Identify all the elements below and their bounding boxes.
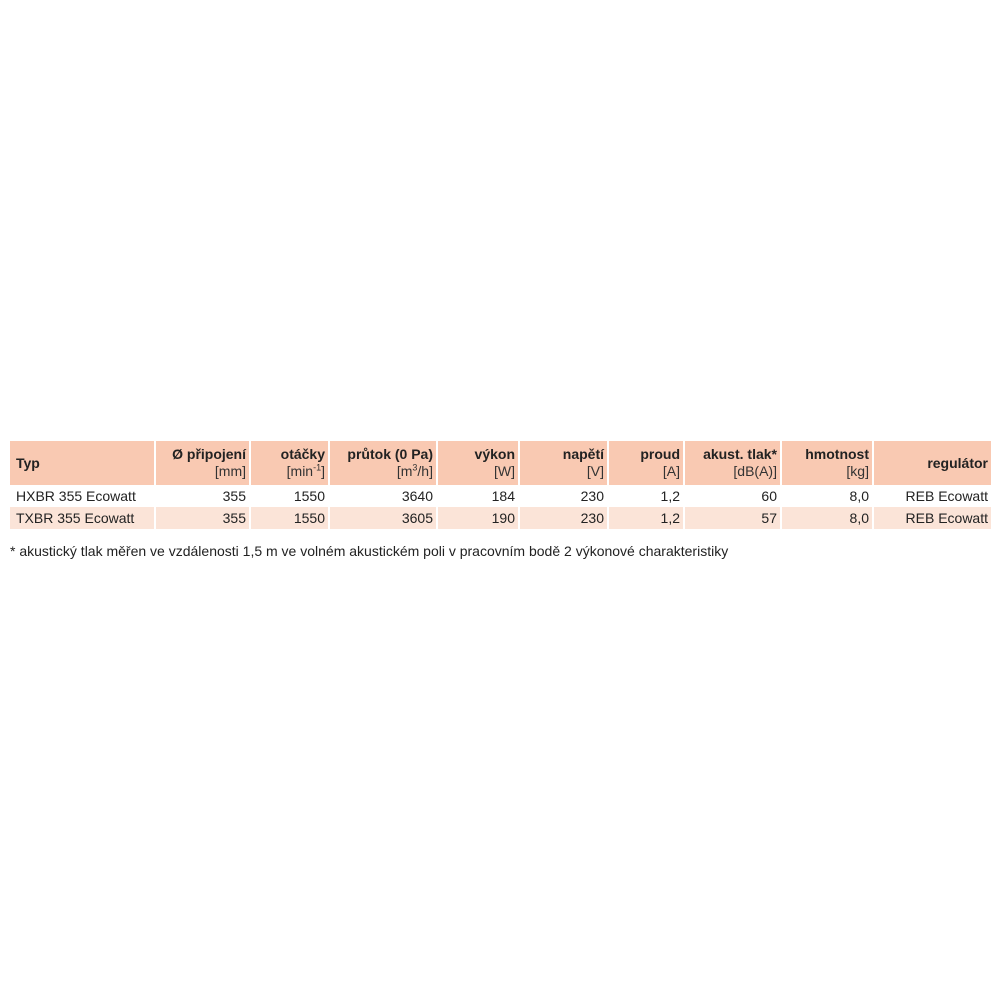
header-napeti: napětí [V]	[520, 441, 609, 485]
table-header-row	[10, 441, 991, 485]
header-typ: Typ	[10, 441, 156, 485]
cell-otacky: 1550	[251, 507, 330, 529]
cell-pripojeni: 355	[156, 507, 251, 529]
cell-proud: 1,2	[609, 485, 685, 507]
header-pripojeni: Ø připojení [mm]	[156, 441, 251, 485]
header-proud: proud [A]	[609, 441, 685, 485]
cell-hmotnost: 8,0	[782, 485, 874, 507]
cell-prutok: 3640	[330, 485, 438, 507]
cell-napeti: 230	[520, 507, 609, 529]
cell-typ: HXBR 355 Ecowatt	[10, 485, 156, 507]
header-akusticky-tlak: akust. tlak* [dB(A)]	[685, 441, 782, 485]
table-row	[10, 485, 991, 507]
table-row	[10, 507, 991, 529]
cell-typ: TXBR 355 Ecowatt	[10, 507, 156, 529]
cell-akusticky-tlak: 60	[685, 485, 782, 507]
cell-akusticky-tlak: 57	[685, 507, 782, 529]
cell-prutok: 3605	[330, 507, 438, 529]
cell-proud: 1,2	[609, 507, 685, 529]
header-otacky: otáčky $[\min^{-1}]$	[251, 441, 330, 485]
header-hmotnost: hmotnost [kg]	[782, 441, 874, 485]
header-vykon: výkon [W]	[438, 441, 520, 485]
cell-vykon: 184	[438, 485, 520, 507]
cell-hmotnost: 8,0	[782, 507, 874, 529]
header-regulator: regulátor	[874, 441, 991, 485]
cell-vykon: 190	[438, 507, 520, 529]
cell-regulator: REB Ecowatt	[874, 507, 991, 529]
header-prutok-unit: $[m^3/h]$	[396, 462, 433, 479]
footnote: * akustický tlak měřen ve vzdálenosti 1,5 m ve volném akustickém poli v pracovním bodě 2 výkonové charakteristiky	[10, 543, 729, 559]
header-otacky-unit: $[\min^{-1}]$	[286, 462, 325, 479]
cell-regulator: REB Ecowatt	[874, 485, 991, 507]
cell-pripojeni: 355	[156, 485, 251, 507]
spec-table	[10, 441, 991, 529]
cell-otacky: 1550	[251, 485, 330, 507]
cell-napeti: 230	[520, 485, 609, 507]
header-prutok: průtok (0 Pa) $[m^3/h]$	[330, 441, 438, 485]
